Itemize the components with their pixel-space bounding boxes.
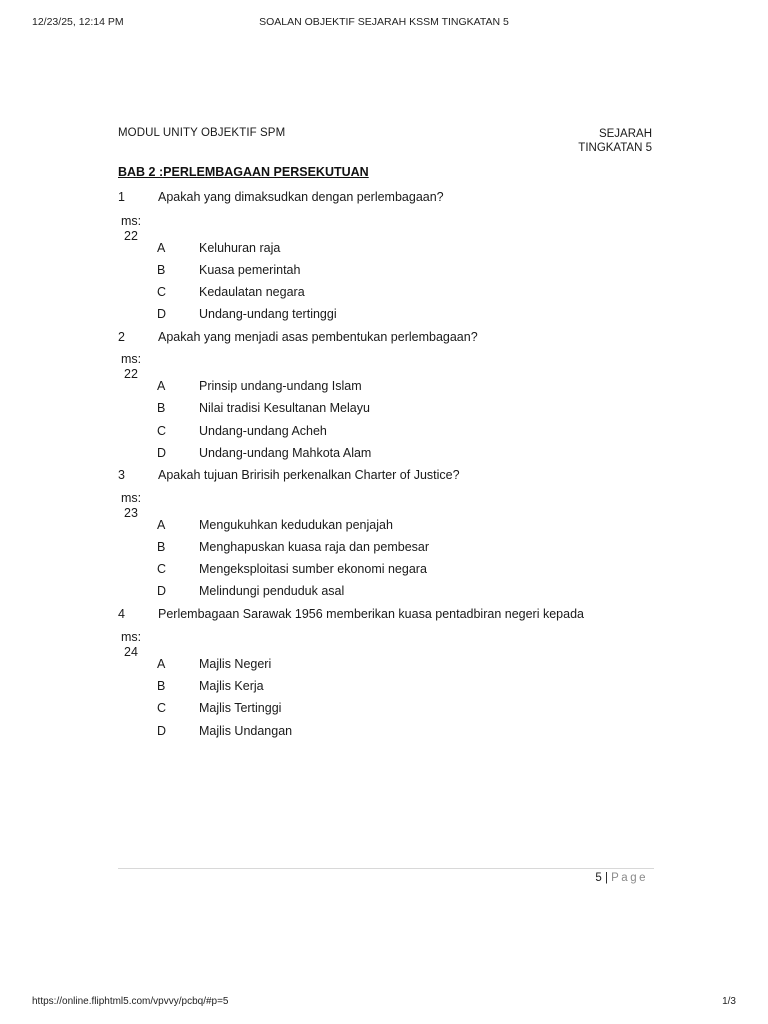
option-text: Undang-undang Mahkota Alam [199,446,372,460]
question-number: 1 [118,190,125,204]
option-letter: C [157,562,167,576]
option-letter: B [157,540,166,554]
option-letter: B [157,263,166,277]
option-text: Kedaulatan negara [199,285,305,299]
question-number: 4 [118,607,125,621]
option-letter: A [157,518,166,532]
page-reference [121,352,151,382]
question-text: Apakah tujuan Bririsih perkenalkan Charter of Justice? [158,468,460,482]
option-text: Nilai tradisi Kesultanan Melayu [199,401,370,415]
reference-page: 22 [124,229,138,243]
option-text: Melindungi penduduk asal [199,584,345,598]
chapter-title: BAB 2 :PERLEMBAGAAN PERSEKUTUAN [118,165,369,179]
page-word: Page [611,872,648,884]
question-number: 2 [118,330,125,344]
option-letter: D [157,584,167,598]
option-text: Majlis Undangan [199,724,293,738]
option-letter: D [157,724,167,738]
reference-label: ms: [121,491,142,505]
print-url: https://online.fliphtml5.com/vpvvy/pcbq/#p=5 [32,996,229,1007]
reference-page: 24 [124,645,138,659]
option-text: Menghapuskan kuasa raja dan pembesar [199,540,430,554]
question-text: Apakah yang menjadi asas pembentukan perlembagaan? [158,330,478,344]
option-text: Majlis Tertinggi [199,701,282,715]
option-letter: D [157,446,167,460]
option-text: Majlis Negeri [199,657,272,671]
option-text: Prinsip undang-undang Islam [199,379,362,393]
option-letter: C [157,424,167,438]
reference-label: ms: [121,214,142,228]
question-text: Apakah yang dimaksudkan dengan perlembagaan? [158,190,444,204]
page-reference [121,214,151,244]
option-letter: B [157,401,166,415]
option-letter: D [157,307,167,321]
option-letter: A [157,241,166,255]
form-level: TINGKATAN 5 [578,142,652,154]
subject-name: SEJARAH [598,128,652,140]
reference-page: 23 [124,506,138,520]
option-text: Majlis Kerja [199,679,264,693]
page-reference [121,491,151,521]
reference-label: ms: [121,352,142,366]
reference-label: ms: [121,630,142,644]
option-letter: A [157,379,166,393]
option-text: Undang-undang Acheh [199,424,327,438]
option-text: Keluhuran raja [199,241,281,255]
option-text: Mengukuhkan kedudukan penjajah [199,518,393,532]
option-text: Mengeksploitasi sumber ekonomi negara [199,562,427,576]
print-page-count: 1/3 [722,996,736,1007]
module-title: MODUL UNITY OBJEKTIF SPM [118,127,286,139]
print-datetime: 12/23/25, 12:14 PM [32,16,124,28]
page-number [595,872,648,884]
reference-page: 22 [124,367,138,381]
subject-header [578,127,652,155]
option-letter: A [157,657,166,671]
question-number: 3 [118,468,125,482]
page-number-separator: | [604,872,608,884]
option-letter: C [157,285,167,299]
footer-divider [118,868,654,869]
question-text: Perlembagaan Sarawak 1956 memberikan kuasa pentadbiran negeri kepada [158,607,584,621]
print-document-title: SOALAN OBJEKTIF SEJARAH KSSM TINGKATAN 5 [259,16,509,28]
option-text: Undang-undang tertinggi [199,307,337,321]
page-number-value: 5 [595,872,602,884]
option-text: Kuasa pemerintah [199,263,301,277]
page-reference [121,630,151,660]
option-letter: C [157,701,167,715]
option-letter: B [157,679,166,693]
